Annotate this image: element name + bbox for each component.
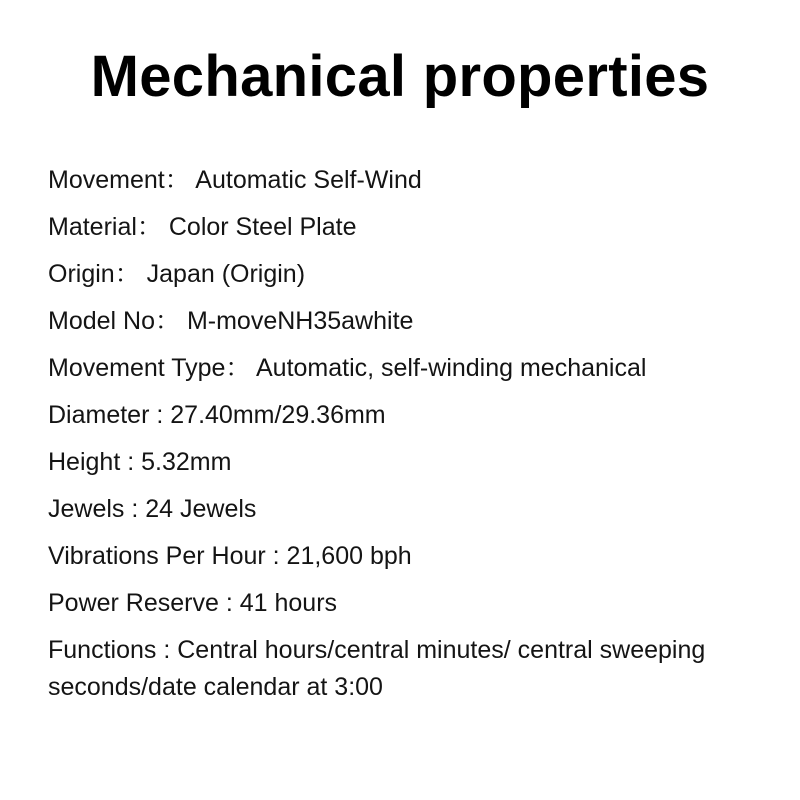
spec-label: Model No — [48, 307, 155, 335]
spec-label: Movement — [48, 166, 165, 194]
spec-separator: ： — [225, 354, 256, 382]
spec-separator: ： — [136, 213, 169, 241]
spec-separator: : — [120, 448, 142, 476]
spec-functions — [48, 632, 708, 706]
spec-label: Material — [48, 213, 137, 241]
spec-value: 41 hours — [239, 589, 338, 617]
spec-vibrations-per-hour — [48, 538, 708, 575]
spec-separator: ： — [164, 166, 196, 194]
spec-label: Movement Type — [48, 354, 226, 382]
spec-movement-type — [48, 350, 708, 387]
spec-label: Origin — [48, 260, 115, 288]
spec-separator: ： — [114, 260, 147, 288]
spec-label: Diameter — [48, 401, 150, 429]
spec-origin — [48, 256, 708, 293]
spec-separator: : — [149, 401, 171, 429]
spec-separator: : — [124, 495, 146, 523]
spec-power-reserve — [48, 585, 708, 622]
page-title: Mechanical properties — [90, 44, 710, 109]
spec-value: Central hours/central minutes/ central sweeping seconds/date calendar at 3:00 — [48, 636, 706, 701]
spec-label: Power Reserve — [48, 589, 219, 617]
spec-material — [48, 209, 708, 246]
spec-model-no — [48, 303, 708, 340]
spec-separator: : — [265, 542, 287, 570]
spec-separator: : — [156, 636, 178, 664]
spec-jewels — [48, 491, 708, 528]
spec-label: Height — [48, 448, 121, 476]
spec-separator: : — [218, 589, 240, 617]
spec-label: Jewels — [48, 495, 125, 523]
spec-separator: ： — [155, 307, 187, 335]
spec-movement — [48, 162, 708, 199]
spec-value: Automatic, self-winding mechanical — [255, 354, 647, 382]
spec-value: Color Steel Plate — [168, 213, 357, 241]
spec-height — [48, 444, 708, 481]
spec-value: 21,600 bph — [286, 542, 412, 570]
spec-list — [48, 162, 708, 716]
spec-value: 5.32mm — [141, 448, 232, 476]
spec-value: 27.40mm/29.36mm — [170, 401, 386, 429]
spec-label: Functions — [48, 636, 157, 664]
spec-value: Japan (Origin) — [146, 260, 306, 288]
spec-label: Vibrations Per Hour — [48, 542, 266, 570]
spec-value: 24 Jewels — [145, 495, 257, 523]
spec-value: Automatic Self-Wind — [195, 166, 422, 194]
spec-value: M-moveNH35awhite — [186, 307, 414, 335]
spec-diameter — [48, 397, 708, 434]
